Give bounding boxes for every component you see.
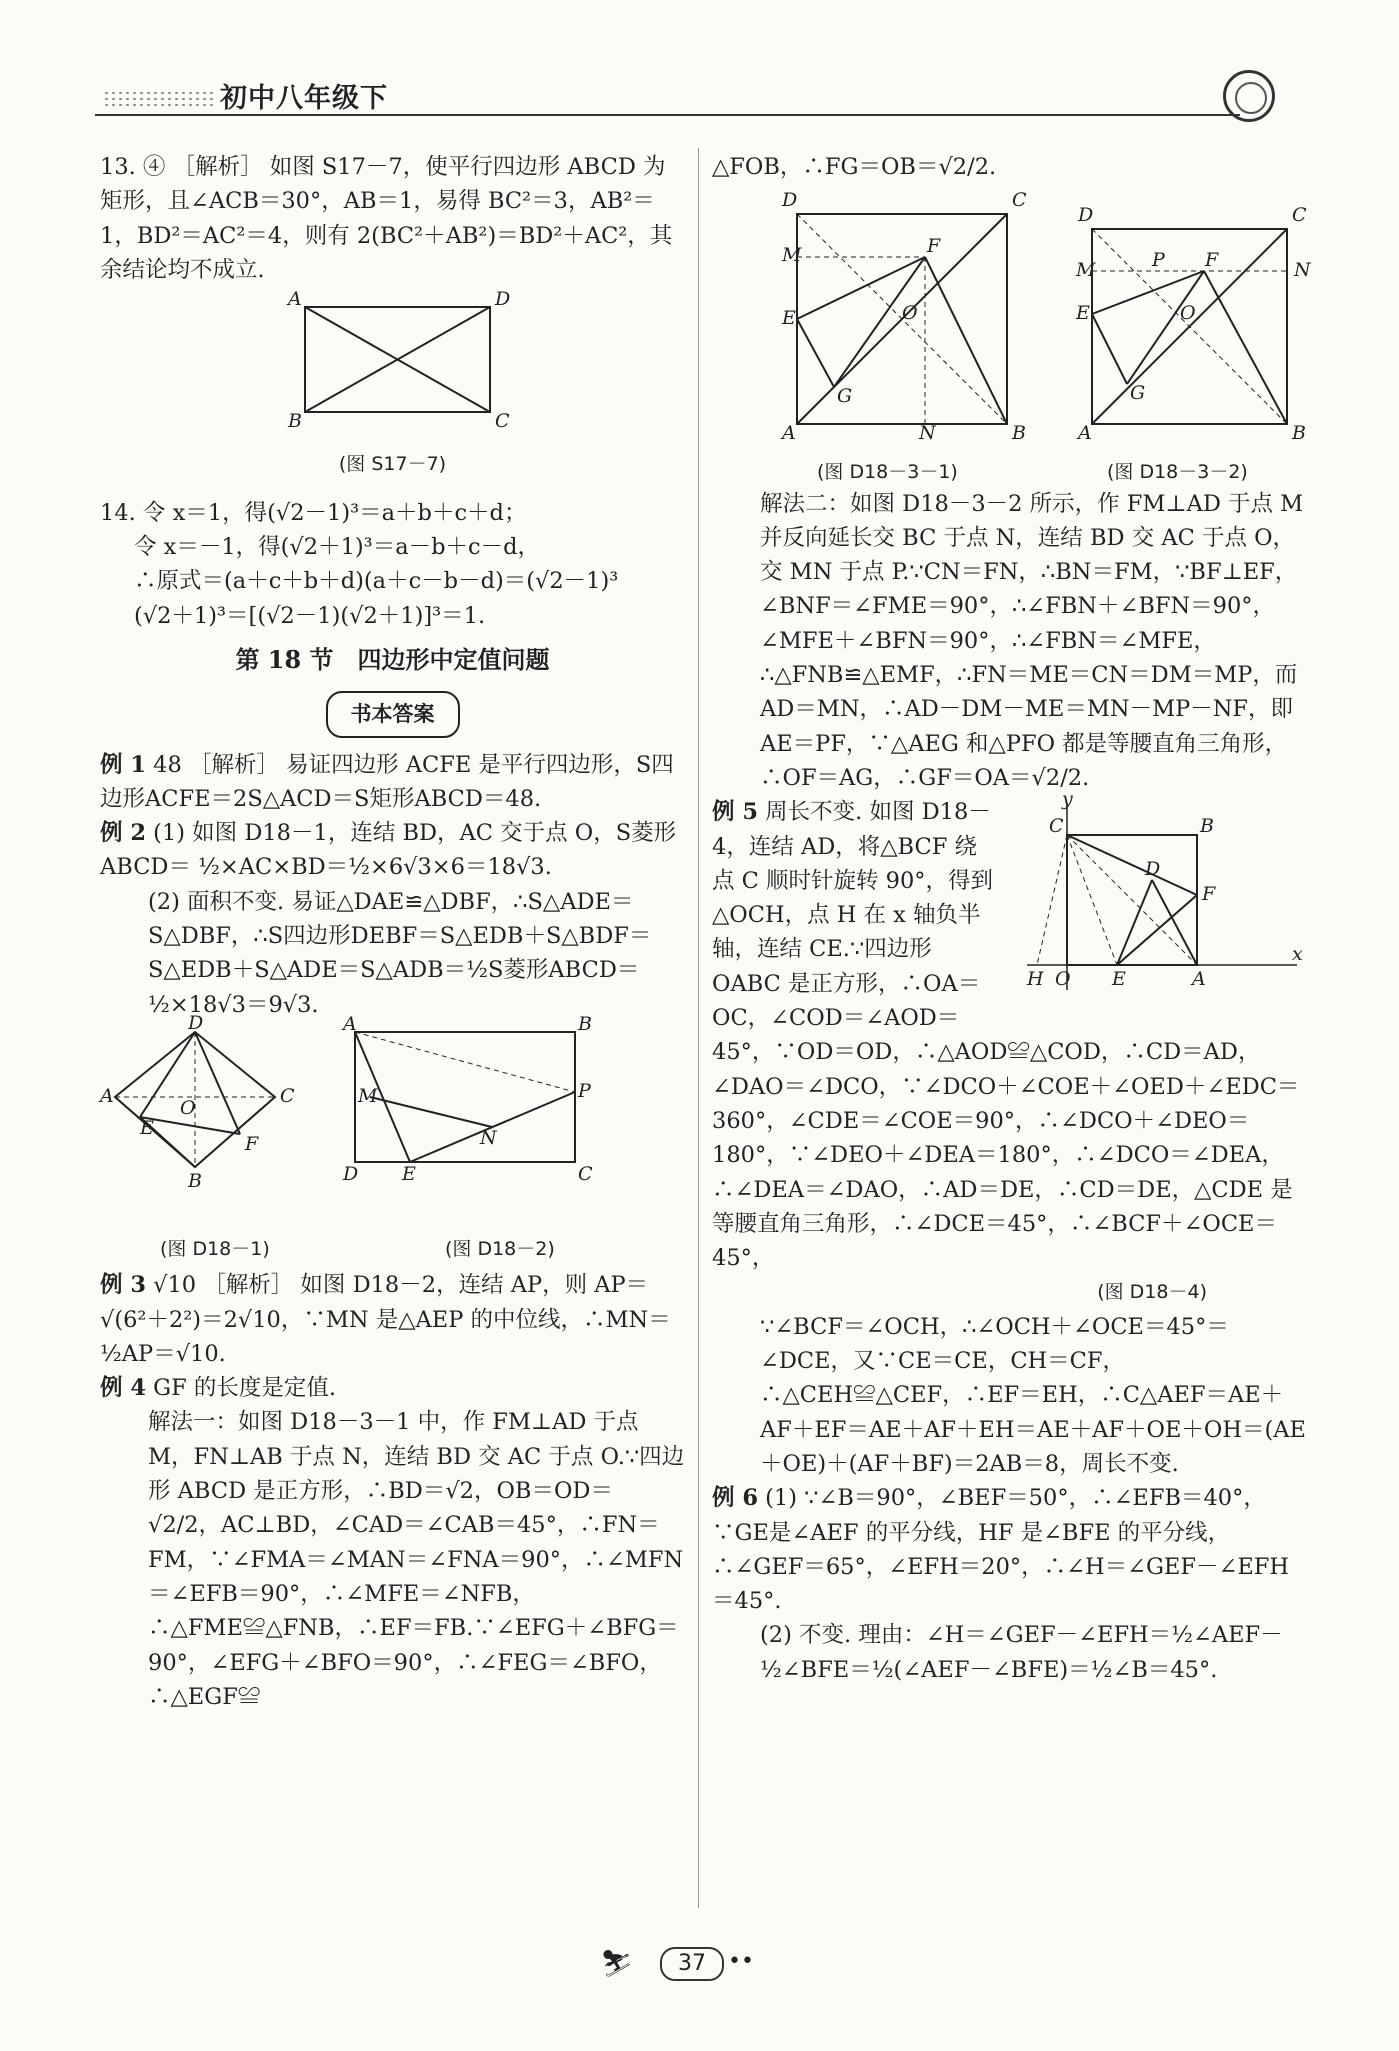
fig-d18-1-caption: (图 D18－1) <box>160 1238 270 1261</box>
svg-text:M: M <box>1076 259 1096 282</box>
svg-text:A: A <box>1192 968 1206 991</box>
svg-text:E: E <box>1112 968 1126 991</box>
fig-d18-4-coordinate-square <box>1007 788 1307 1035</box>
svg-text:D: D <box>782 189 798 212</box>
svg-text:C: C <box>1012 189 1027 212</box>
svg-text:A: A <box>288 288 302 311</box>
svg-text:P: P <box>578 1079 591 1102</box>
ex2a-text: (1) 如图 D18－1，连结 BD，AC 交于点 O，S菱形ABCD＝ ½×AC×BD＝½×6√3×6＝18√3. <box>100 820 677 881</box>
fig-d18-3-squares <box>712 184 1311 445</box>
svg-text:F: F <box>1202 883 1216 906</box>
ex6b-text: (2) 不变. 理由：∠H＝∠GEF－∠EFH＝½∠AEF－½∠BFE＝½(∠AEF－∠BFE)＝½∠B＝45°. <box>760 1622 1283 1683</box>
ex5a-text: 周长不变. 如图 D18－4，连结 AD，将△BCF 绕点 C 顺时针旋转 90°，得到△OCH，点 H 在 x 轴负半轴，连结 CE.∵四边形 OABC 是正方形，∴OA＝OC，∠COD＝∠AOD＝45°，∵OD＝OD，∴△AOD≌△COD，∴CD＝AD，∠DAO＝∠DCO，∵∠DCO＋∠COE＋∠OED＋∠EDC＝360°，∠CDE＝∠COE＝90°，∴∠DCO＋∠DEO＝180°，∵∠DEO＋∠DEA＝180°，∴∠DCO＝∠DEA，∴∠DEA＝∠DAO，∴AD＝DE，∴CD＝DE，△CDE 是等腰直角三角形，∴∠DCE＝45°，∴∠BCF＋∠OCE＝45°， <box>712 799 1300 1272</box>
svg-text:G: G <box>837 385 853 408</box>
ex4a-text: GF 的长度是定值. <box>153 1375 337 1402</box>
header-dots <box>103 90 213 108</box>
q14-line1: 14. 令 x＝1，得(√2－1)³＝a＋b＋c＋d； <box>100 499 527 526</box>
svg-text:C: C <box>495 410 510 433</box>
svg-text:C: C <box>578 1162 593 1185</box>
svg-text:B: B <box>288 410 302 433</box>
footer-dots: •• <box>728 1949 754 1974</box>
svg-text:D: D <box>495 288 511 311</box>
svg-text:N: N <box>1294 259 1311 282</box>
ex4-solution2: 解法二：如图 D18－3－2 所示，作 FM⊥AD 于点 M 并反向延长交 BC 于点 N，连结 BD 交 AC 于点 O，交 MN 于点 P.∵CN＝FN，∴BN＝FM，∵BF⊥EF，∠BNF＝∠FME＝90°，∴∠FBN＋∠BFN＝90°，∠MFE＋∠BFN＝90°，∴∠FBN＝∠MFE，∴△FNB≌△EMF，∴FN＝ME＝CN＝DM＝MP，而 AD＝MN，∴AD－DM－ME＝MN－MP－NF，即 AE＝PF，∵△AEG 和△PFO 都是等腰直角三角形，∴OF＝AG，∴GF＝OA＝√2/2. <box>760 490 1304 791</box>
svg-text:B: B <box>1200 815 1214 838</box>
svg-text:A: A <box>782 422 796 445</box>
svg-text:C: C <box>1292 204 1307 227</box>
ex2-label: 例 2 <box>100 820 146 847</box>
fig-d18-3-1-caption: (图 D18－3－1) <box>817 460 958 483</box>
svg-text:B: B <box>578 1012 592 1035</box>
q14-line3: ∴原式＝(a＋c＋b＋d)(a＋c－b－d)＝(√2－1)³ <box>134 568 619 595</box>
right-column <box>712 150 1311 1687</box>
ex4-continuation: △FOB，∴FG＝OB＝√2/2. <box>712 154 997 180</box>
svg-text:C: C <box>1049 815 1064 838</box>
svg-text:B: B <box>188 1169 202 1192</box>
svg-text:D: D <box>1078 204 1094 227</box>
svg-text:F: F <box>245 1132 259 1155</box>
ex2b-text: (2) 面积不变. 易证△DAE≌△DBF，∴S△ADE＝S△DBF，∴S四边形DEBF＝S△EDB＋S△BDF＝S△EDB＋S△ADE＝S△ADB＝½S菱形ABCD＝½×18√3＝9√3. <box>148 888 652 1018</box>
q14-line2: 令 x＝－1，得(√2＋1)³＝a－b＋c－d， <box>134 534 541 561</box>
q13-text: 13. ④ ［解析］ 如图 S17－7，使平行四边形 ABCD 为矩形，且∠ACB＝30°，AB＝1，易得 BC²＝3，AB²＝1，BD²＝AC²＝4，则有 2(BC²＋AB²)＝BD²＋AC²，其余结论均不成立. <box>100 154 673 283</box>
svg-text:F: F <box>1205 249 1219 272</box>
svg-text:G: G <box>1130 382 1146 405</box>
svg-text:M: M <box>782 244 802 267</box>
svg-text:O: O <box>1180 302 1196 325</box>
ex6a-text: (1) ∵∠B＝90°，∠BEF＝50°，∴∠EFB＝40°，∵GE是∠AEF 的平分线，HF 是∠BFE 的平分线，∴∠GEF＝65°，∠EFH＝20°，∴∠H＝∠GEF－∠EFH＝45°. <box>712 1485 1289 1615</box>
svg-text:A: A <box>343 1012 357 1035</box>
column-divider <box>698 148 699 1908</box>
svg-text:B: B <box>1012 422 1026 445</box>
svg-text:y: y <box>1062 788 1073 811</box>
ex1-label: 例 1 <box>100 751 146 778</box>
svg-text:A: A <box>100 1084 114 1107</box>
page-number: 37 <box>660 1947 724 1981</box>
header-rule <box>95 114 1240 116</box>
ex3-label: 例 3 <box>100 1272 146 1299</box>
svg-text:M: M <box>358 1084 378 1107</box>
svg-text:O: O <box>1055 968 1071 991</box>
svg-text:E: E <box>402 1162 416 1185</box>
fig-d18-3-2-caption: (图 D18－3－2) <box>1107 460 1248 483</box>
ex5b-text: ∵∠BCF＝∠OCH，∴∠OCH＋∠OCE＝45°＝∠DCE，又∵CE＝CE，CH＝CF，∴△CEH≌△CEF，∴EF＝EH，∴C△AEF＝AE＋AF＋EF＝AE＋AF＋EH＝AE＋AF＋OE＋OH＝(AE＋OE)＋(AF＋BF)＝2AB＝8，周长不变. <box>760 1313 1306 1477</box>
fig-s17-7-rectangle <box>100 287 685 437</box>
page-footer <box>600 1945 800 1985</box>
fig-d18-2-caption: (图 D18－2) <box>445 1238 555 1261</box>
svg-text:D: D <box>343 1162 359 1185</box>
svg-text:E: E <box>140 1116 154 1139</box>
svg-text:O: O <box>902 302 918 325</box>
svg-text:E: E <box>782 307 796 330</box>
svg-text:N: N <box>480 1126 497 1149</box>
svg-text:C: C <box>280 1084 295 1107</box>
header-title: 初中八年级下 <box>220 83 388 114</box>
svg-text:x: x <box>1292 943 1303 966</box>
svg-text:E: E <box>1076 302 1090 325</box>
svg-text:D: D <box>1145 858 1161 881</box>
section-title: 第 18 节 四边形中定值问题 <box>235 644 550 674</box>
svg-text:D: D <box>188 1011 204 1034</box>
fig-d18-1-d18-2 <box>100 1011 685 1222</box>
left-column <box>100 150 685 1714</box>
fig-d18-4-caption: (图 D18－4) <box>1097 1281 1207 1304</box>
ex3-text: √10 ［解析］ 如图 D18－2，连结 AP，则 AP＝√(6²＋2²)＝2√10，∵MN 是△AEP 的中位线，∴MN＝½AP＝√10. <box>100 1272 671 1367</box>
svg-text:P: P <box>1152 249 1165 272</box>
svg-text:A: A <box>1078 422 1092 445</box>
book-logo-icon <box>1223 70 1275 122</box>
q14-line4: (√2＋1)³＝[(√2－1)(√2＋1)]³＝1. <box>134 602 486 629</box>
svg-text:B: B <box>1292 422 1306 445</box>
ex1-text: 48 ［解析］ 易证四边形 ACFE 是平行四边形，S四边形ACFE＝2S△ACD＝S矩形ABCD＝48. <box>100 751 674 812</box>
answer-badge: 书本答案 <box>326 691 460 737</box>
ex4b-text: 解法一：如图 D18－3－1 中，作 FM⊥AD 于点 M，FN⊥AB 于点 N，连结 BD 交 AC 于点 O.∵四边形 ABCD 是正方形，∴BD＝√2，OB＝OD＝√2/2，AC⊥BD，∠CAD＝∠CAB＝45°，∴FN＝FM，∵∠FMA＝∠MAN＝∠FNA＝90°，∴∠MFN＝∠EFB＝90°，∴∠MFE＝∠NFB，∴△FME≌△FNB，∴EF＝FB.∵∠EFG＋∠BFG＝90°，∠EFG＋∠BFO＝90°，∴∠FEG＝∠BFO，∴△EGF≌ <box>148 1409 685 1710</box>
svg-text:H: H <box>1027 968 1044 991</box>
ex4-label: 例 4 <box>100 1375 146 1402</box>
page-header <box>95 70 1275 120</box>
fig-s17-7-caption: (图 S17－7) <box>338 453 447 476</box>
svg-text:N: N <box>919 422 936 445</box>
ex6-label: 例 6 <box>712 1485 758 1512</box>
svg-text:F: F <box>927 235 941 258</box>
svg-text:O: O <box>180 1096 196 1119</box>
ex5-label: 例 5 <box>712 799 758 826</box>
runner-icon: ⛷ <box>600 1949 634 1979</box>
